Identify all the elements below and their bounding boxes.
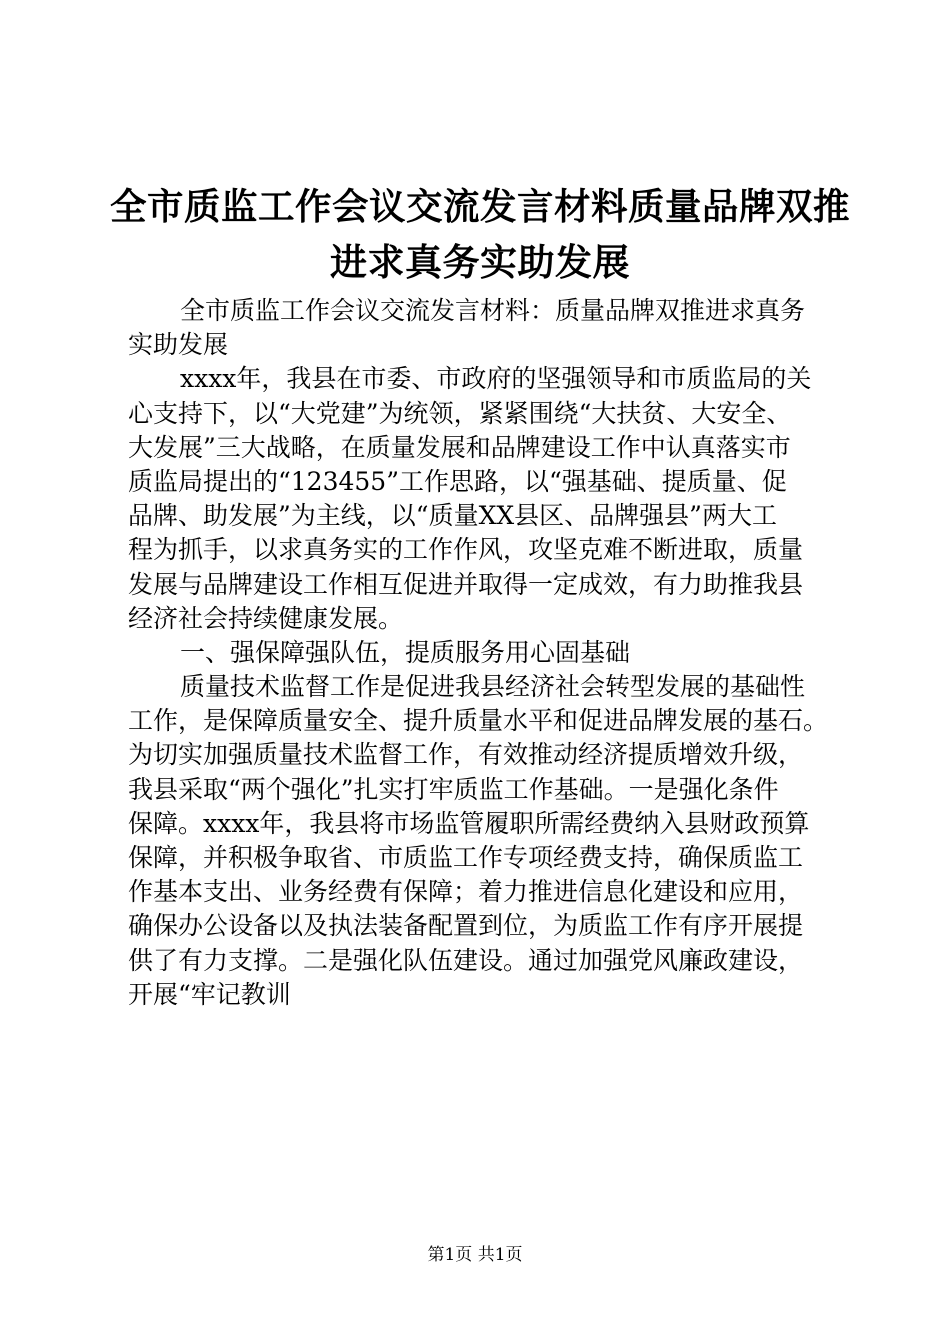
body-line: 经济社会持续健康发展。 bbox=[128, 603, 404, 633]
body-line: 质量技术监督工作是促进我县经济社会转型发展的基础性 bbox=[180, 672, 806, 702]
body-line: 程为抓手，以求真务实的工作作风，攻坚克难不断进取，质量 bbox=[128, 535, 804, 565]
body-line: 开展“牢记教训 bbox=[128, 979, 291, 1009]
body-line: 大发展”三大战略，在质量发展和品牌建设工作中认真落实市 bbox=[128, 432, 791, 462]
body-line: 心支持下，以“大党建”为统领，紧紧围绕“大扶贫、大安全、 bbox=[128, 398, 792, 428]
body-line: 一、强保障强队伍，提质服务用心固基础 bbox=[180, 637, 631, 667]
body-line: 质监局提出的“123455”工作思路，以“强基础、提质量、促 bbox=[128, 466, 787, 496]
body-line: 保障。xxxx年，我县将市场监管履职所需经费纳入县财政预算 bbox=[128, 808, 810, 838]
body-line: 品牌、助发展”为主线，以“质量XX县区、品牌强县”两大工 bbox=[128, 501, 777, 531]
body-line: 实助发展 bbox=[128, 330, 229, 360]
page-footer: 第1页 共1页 bbox=[427, 1245, 523, 1265]
body-line: 全市质监工作会议交流发言材料：质量品牌双推进求真务 bbox=[180, 296, 806, 325]
body-line: 发展与品牌建设工作相互促进并取得一定成效，有力助推我县 bbox=[128, 569, 804, 599]
body-line: xxxx年，我县在市委、市政府的坚强领导和市质监局的关 bbox=[180, 364, 812, 394]
body-line: 工作，是保障质量安全、提升质量水平和促进品牌发展的基石。 bbox=[128, 706, 829, 736]
document-title-line-2: 进求真务实助发展 bbox=[330, 241, 630, 284]
document-body bbox=[128, 294, 868, 1012]
body-line: 作基本支出、业务经费有保障；着力推进信息化建设和应用， bbox=[128, 877, 804, 907]
body-line: 为切实加强质量技术监督工作，有效推动经济提质增效升级， bbox=[128, 740, 804, 770]
document-title-line-1: 全市质监工作会议交流发言材料质量品牌双推 bbox=[110, 185, 850, 228]
body-line: 我县采取“两个强化”扎实打牢质监工作基础。一是强化条件 bbox=[128, 774, 779, 804]
body-line: 供了有力支撑。二是强化队伍建设。通过加强党风廉政建设， bbox=[128, 945, 804, 975]
body-line: 确保办公设备以及执法装备配置到位，为质监工作有序开展提 bbox=[128, 911, 804, 941]
body-line: 保障，并积极争取省、市质监工作专项经费支持，确保质监工 bbox=[128, 843, 804, 872]
